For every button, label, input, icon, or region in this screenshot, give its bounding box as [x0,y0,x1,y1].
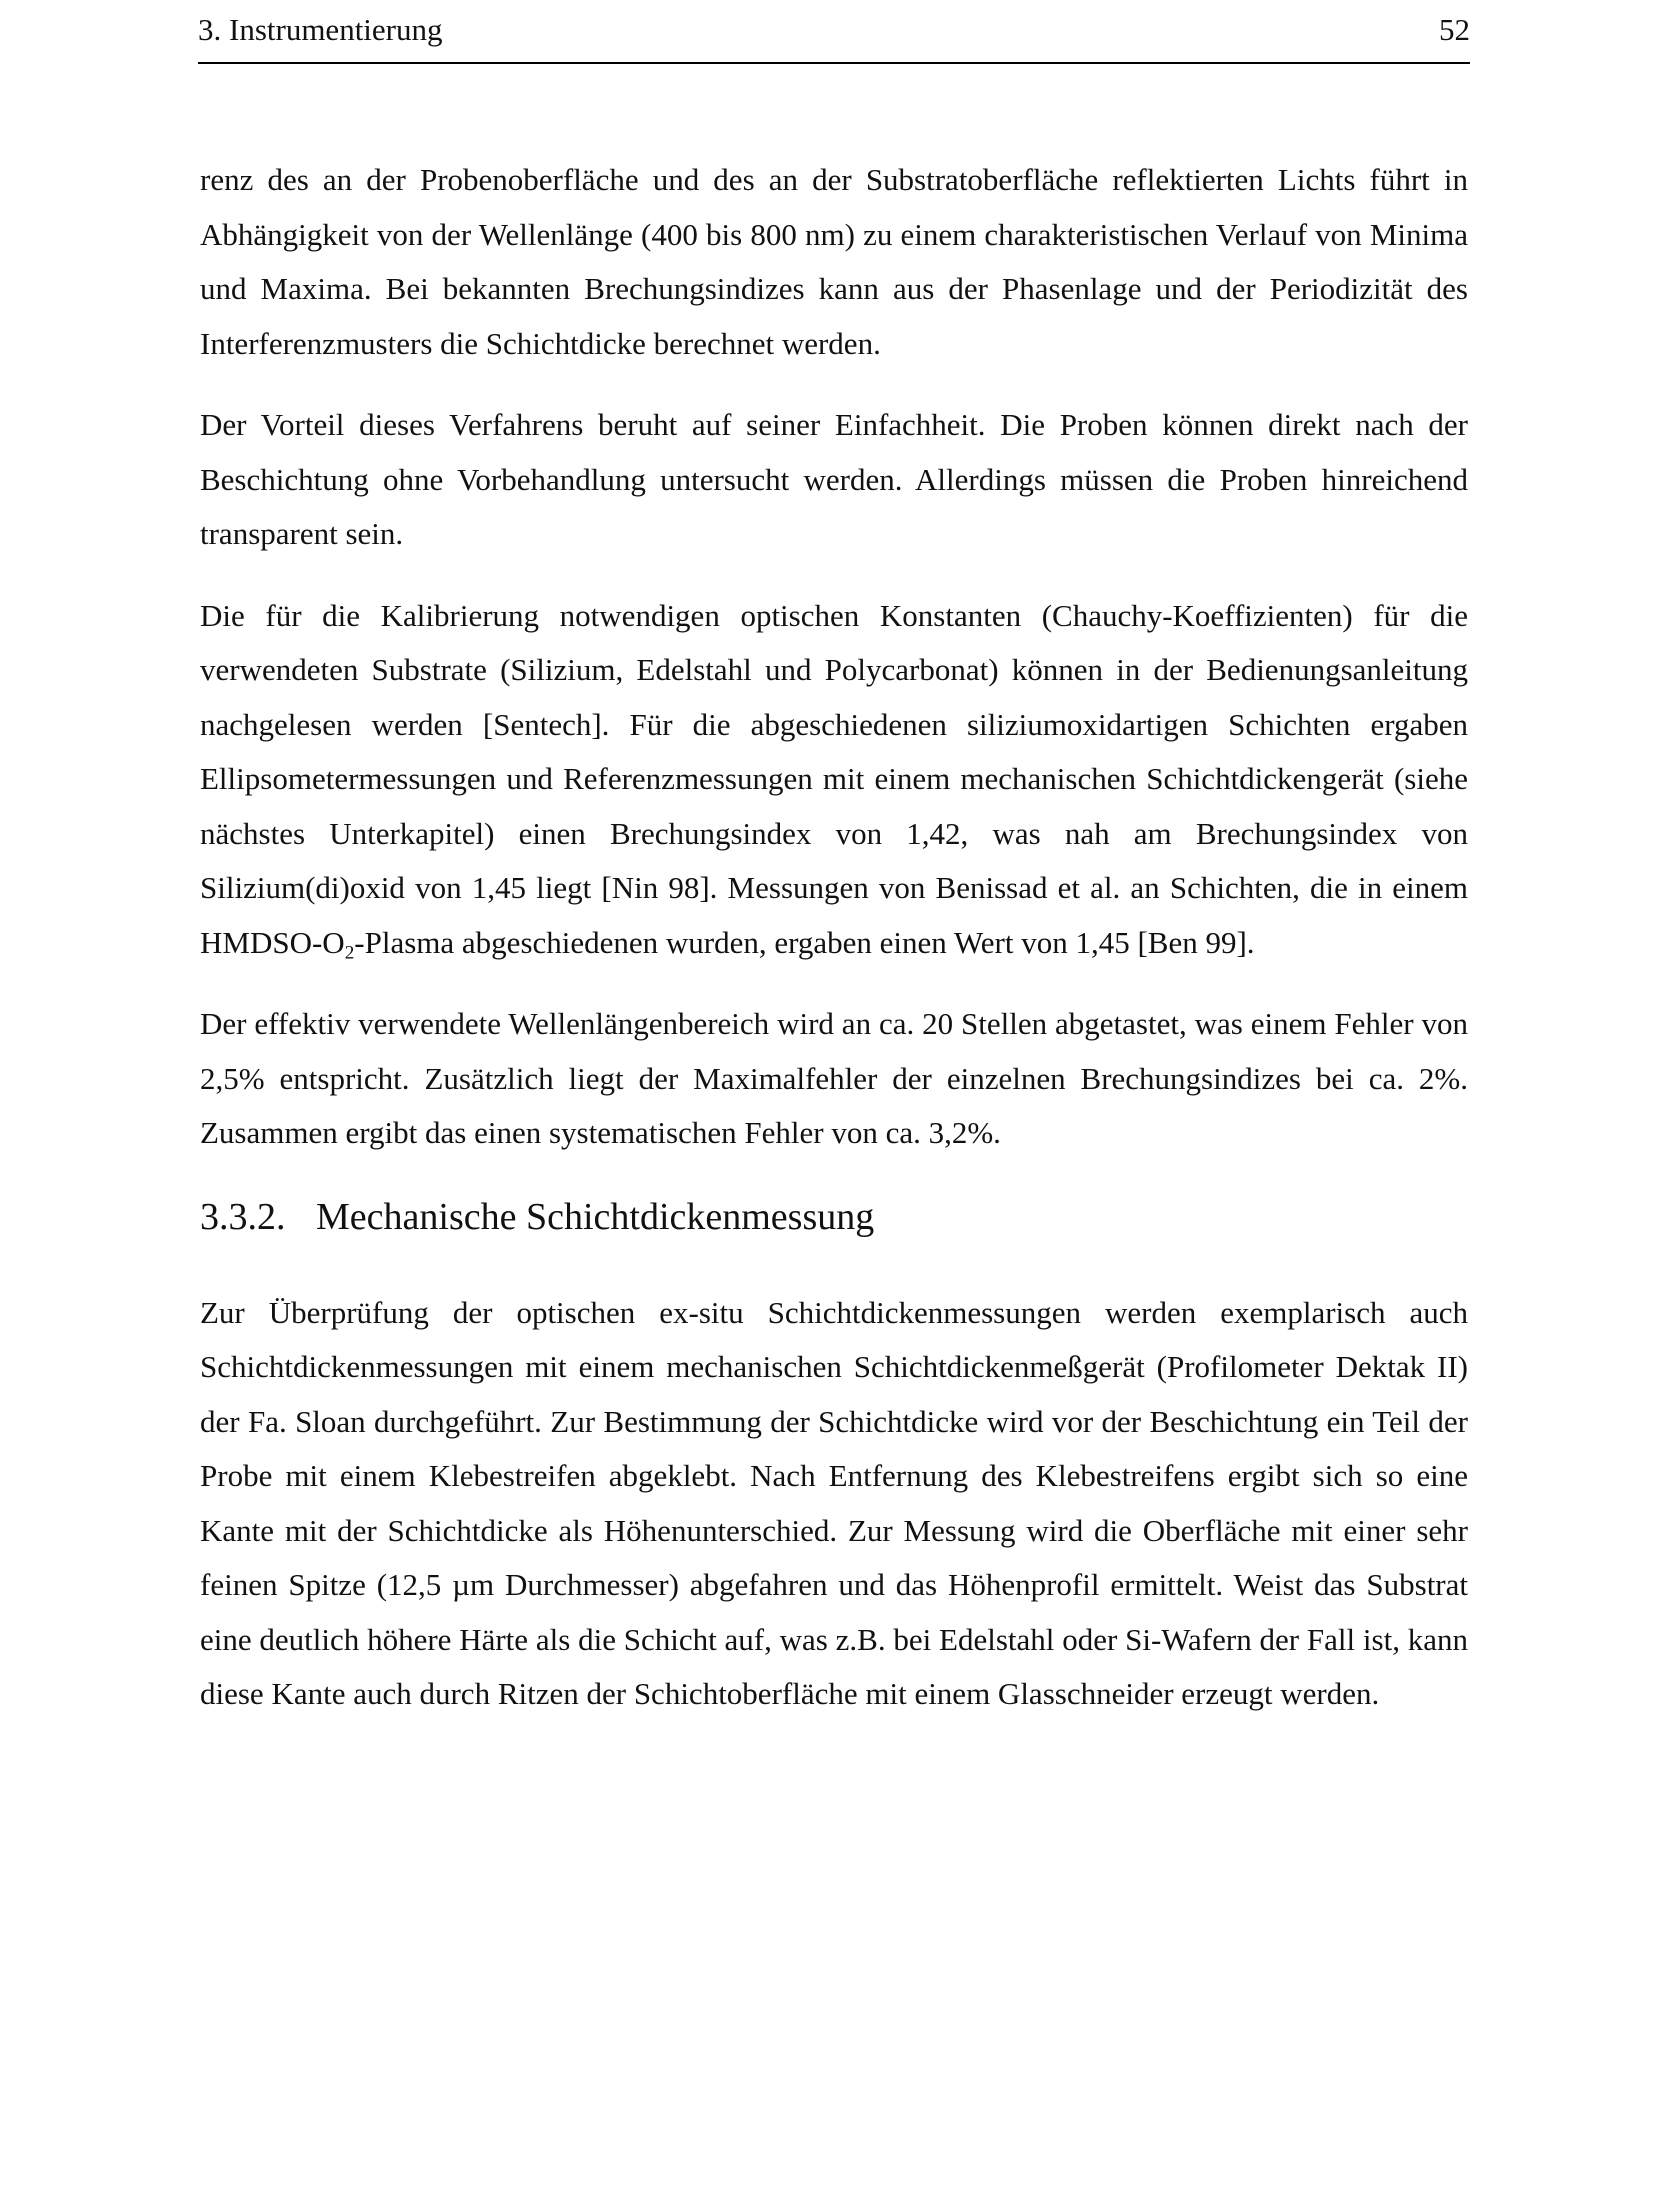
section-title: Mechanische Schichtdickenmessung [316,1195,875,1238]
chapter-title: 3. Instrumentierung [198,12,443,47]
paragraph-advantages: Der Vorteil dieses Verfahrens beruht auf seiner Einfachheit. Die Proben können direkt nach der Beschichtung ohne Vorbehandlung untersucht werden. Allerdings müssen die Proben hinreichend transparent sein. [200,407,1468,551]
calibration-text-end: -Plasma abgeschiedenen wurden, ergaben einen Wert von 1,45 [Ben 99]. [354,924,1255,960]
paragraph-error-estimate: Der effektiv verwendete Wellenlängenbereich wird an ca. 20 Stellen abgetastet, was einem Fehler von 2,5% entspricht. Zusätzlich liegt der Maximalfehler der einzelnen Brechungsindizes bei ca. 2%. Zusammen ergibt das einen systematischen Fehler von ca. 3,2%. [200,1006,1468,1150]
paragraph-mechanical-measurement: Zur Überprüfung der optischen ex-situ Schichtdickenmessungen werden exemplarisch auch Schichtdickenmessungen mit einem mechanischen Schichtdickenmeßgerät (Profilometer Dektak II) der Fa. Sloan durchgeführt. Zur Bestimmung der Schichtdicke wird vor der Beschichtung ein Teil der Probe mit einem Klebestreifen abgeklebt. Nach Entfernung des Klebestreifens ergibt sich so eine Kante mit der Schichtdicke als Höhenunterschied. Zur Messung wird die Oberfläche mit einer sehr feinen Spitze (12,5 µm Durchmesser) abgefahren und das Höhenprofil ermittelt. Weist das Substrat eine deutlich höhere Härte als die Schicht auf, was z.B. bei Edelstahl oder Si-Wafern der Fall ist, kann diese Kante auch durch Ritzen der Schichtoberfläche mit einem Glasschneider erzeugt werden. [200,1294,1468,1711]
section-number: 3.3.2. [200,1195,286,1238]
page-number: 52 [1439,12,1470,47]
calibration-text: Die für die Kalibrierung notwendigen optischen Konstanten (Chauchy-Koeffizienten) für die verwendeten Substrate (Silizium, Edelstahl und Polycarbonat) können in der Bedienungsanleitung nachgelesen werden [Sentech]. Für die abgeschiedenen siliziumoxidartigen Schichten ergaben Ellipsometermessungen und Referenzmessungen mit einem mechanischen Schichtdickengerät (siehe nächstes Unterkapitel) einen Brechungsindex von 1,42, was nah am Brechungsindex von Silizium(di)oxid von 1,45 liegt [Nin 98]. Messungen von Benissad et al. an Schichten, die in einem HMDSO-O [200,597,1468,960]
page-body [200,153,1468,1749]
section-heading [200,1188,1468,1246]
paragraph-calibration [200,589,1468,971]
paragraph-interference: renz des an der Probenoberfläche und des an der Substratoberfläche reflektierten Lichts führt in Abhängigkeit von der Wellenlänge (400 bis 800 nm) zu einem charakteristischen Verlauf von Minima und Maxima. Bei bekannten Brechungsindizes kann aus der Phasenlage und der Periodizität des Interferenzmusters die Schichtdicke berechnet werden. [200,162,1468,361]
page-header [198,8,1470,64]
oxygen-subscript: 2 [344,941,355,963]
